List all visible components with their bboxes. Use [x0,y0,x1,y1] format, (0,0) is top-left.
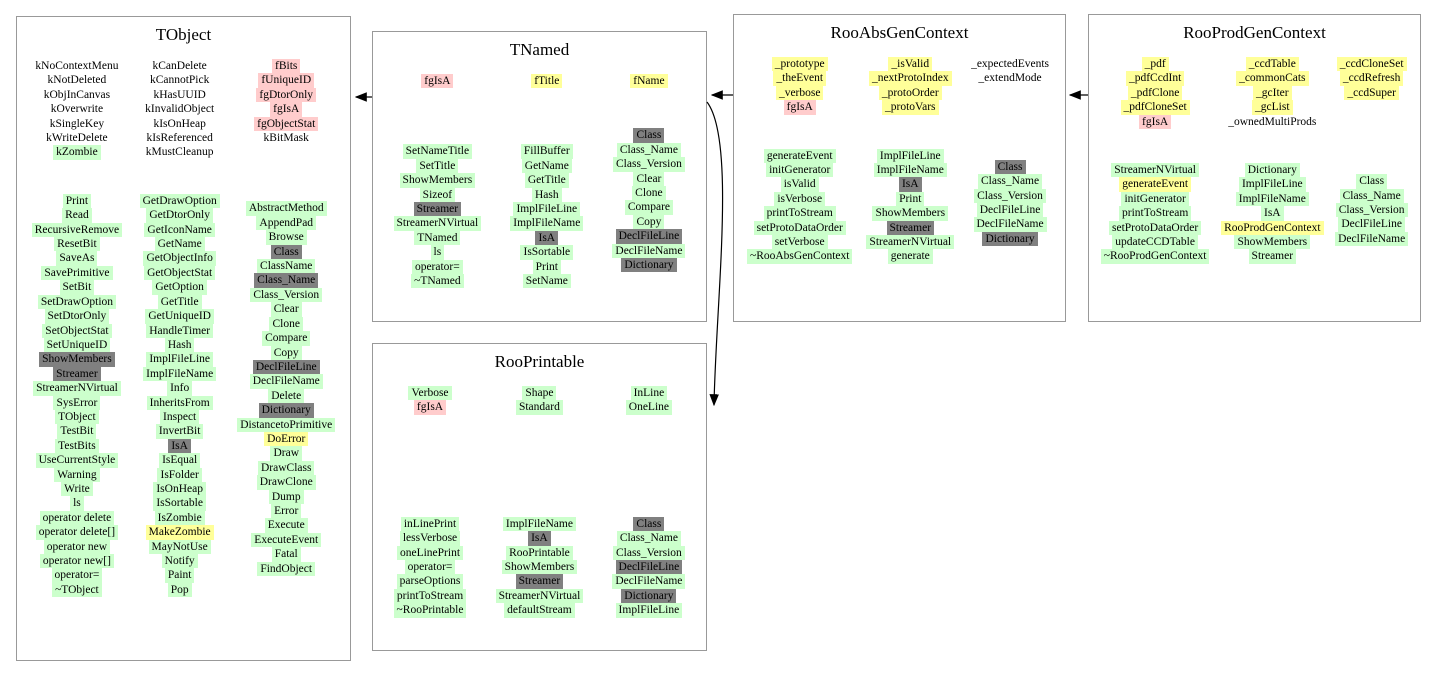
member-item[interactable]: Compare [262,331,310,345]
member-item[interactable]: ~TObject [52,583,102,597]
member-item[interactable]: ClassName [257,259,315,273]
member-item[interactable]: Shape [522,386,556,400]
member-item[interactable]: ImplFileLine [513,202,580,216]
member-item[interactable]: fUniqueID [258,73,314,87]
member-item[interactable]: isVerbose [774,192,825,206]
member-item[interactable]: Dump [269,490,304,504]
member-item[interactable]: UseCurrentStyle [36,453,119,467]
member-item[interactable]: Print [63,194,91,208]
member-item[interactable]: Error [271,504,301,518]
member-item[interactable]: _gcIter [1253,86,1292,100]
member-item[interactable]: Write [61,482,93,496]
member-item[interactable]: _prototype [772,57,828,71]
member-item[interactable]: kWriteDelete [46,132,108,145]
member-item[interactable]: GetName [155,237,205,251]
member-column [968,57,1052,264]
member-item[interactable]: operator new[] [40,554,114,568]
member-item[interactable]: parseOptions [397,574,464,588]
member-item[interactable]: OneLine [626,400,672,414]
member-item[interactable]: printToStream [394,589,466,603]
member-item[interactable]: updateCCDTable [1112,235,1198,249]
member-item[interactable]: fgDtorOnly [256,88,316,102]
class-members-tobject [17,59,350,597]
member-column [394,74,482,288]
member-item[interactable]: Class_Version [1336,203,1408,217]
member-item[interactable]: ShowMembers [1234,235,1310,249]
member-item[interactable]: SetUniqueID [44,338,111,352]
member-item[interactable]: Execute [265,518,308,532]
member-item[interactable]: ImplFileName [510,216,583,230]
member-item[interactable]: MayNotUse [149,540,211,554]
class-title-tnamed: TNamed [509,40,570,59]
member-item[interactable]: generateEvent [764,149,836,163]
member-item[interactable]: ImplFileName [874,163,947,177]
member-item[interactable]: DeclFileLine [616,560,683,574]
member-item[interactable]: kObjInCanvas [43,88,111,101]
member-item[interactable]: Class [995,160,1026,174]
member-item[interactable]: DoError [264,432,308,446]
member-item[interactable]: isValid [781,177,819,191]
member-item[interactable]: ShowMembers [502,560,578,574]
member-item[interactable]: _ccdRefresh [1340,71,1403,85]
member-item[interactable]: _pdfCcdInt [1126,71,1184,85]
member-item[interactable]: Print [896,192,924,206]
member-item[interactable]: defaultStream [504,603,575,617]
member-item[interactable]: Verbose [408,386,451,400]
member-item[interactable]: fgIsA [784,100,816,114]
member-item[interactable]: Info [167,381,192,395]
member-item[interactable]: Notify [162,554,198,568]
member-item[interactable]: kOverwrite [50,103,104,116]
member-item[interactable]: ShowMembers [39,352,115,366]
member-item[interactable]: IsA [535,231,558,245]
member-item[interactable]: Browse [266,230,307,244]
member-item[interactable]: SetNameTitle [403,144,472,158]
member-column [612,74,685,288]
member-item[interactable]: setProtoDataOrder [754,221,846,235]
member-column [747,57,853,264]
member-item[interactable]: kCanDelete [152,60,207,72]
member-item[interactable]: _gcList [1252,100,1293,114]
member-item[interactable]: ls [431,245,445,259]
member-item[interactable]: GetIconName [144,223,215,237]
member-item[interactable]: DeclFileName [974,217,1047,231]
member-item[interactable]: IsA [528,531,551,545]
member-item[interactable]: IsFolder [157,468,201,482]
member-item[interactable]: Delete [268,389,304,403]
member-item[interactable]: printToStream [764,206,836,220]
member-item[interactable]: kIsReferenced [146,132,213,145]
member-column [1335,57,1408,264]
class-members-rooprodgencontext [1089,57,1420,264]
member-item[interactable]: ~RooProdGenContext [1101,249,1210,263]
member-item[interactable]: GetTitle [158,295,202,309]
member-item[interactable]: fTitle [531,74,562,88]
member-item[interactable]: Hash [165,338,195,352]
member-item[interactable]: StreamerNVirtual [394,216,482,230]
member-item[interactable]: DeclFileLine [977,203,1044,217]
member-item[interactable]: _isValid [888,57,932,71]
member-item[interactable]: Dictionary [621,258,676,272]
member-item[interactable]: TestBits [55,439,99,453]
member-item[interactable]: fgIsA [414,400,446,414]
member-item[interactable]: Dictionary [621,589,676,603]
member-item[interactable]: SaveAs [56,251,97,265]
member-item[interactable]: generateEvent [1119,177,1191,191]
member-column [140,59,220,597]
member-item[interactable]: _ccdTable [1246,57,1299,71]
member-item[interactable]: IsA [899,177,922,191]
member-item[interactable]: _theEvent [773,71,826,85]
member-item[interactable]: SetDrawOption [38,295,116,309]
member-item[interactable]: _protoVars [882,100,938,114]
member-item[interactable]: Class_Name [978,174,1042,188]
member-item[interactable]: SetDtorOnly [45,309,110,323]
member-item[interactable]: _pdfCloneSet [1121,100,1190,114]
member-item[interactable]: GetUniqueID [145,309,214,323]
member-item[interactable]: GetDrawOption [140,194,220,208]
member-item[interactable]: operator delete[] [36,525,118,539]
member-item[interactable]: Hash [532,188,562,202]
member-item[interactable]: setProtoDataOrder [1109,221,1201,235]
member-item[interactable]: kZombie [53,145,101,159]
class-box-rooprodgencontext[interactable] [1088,14,1421,322]
member-item[interactable]: operator= [52,568,103,582]
class-box-tnamed[interactable] [372,31,707,322]
member-item[interactable]: SavePrimitive [41,266,112,280]
class-members-rooprintable [373,386,706,618]
member-item[interactable]: ~RooAbsGenContext [747,249,853,263]
member-column [496,386,584,618]
member-item[interactable]: Warning [54,468,99,482]
member-item[interactable]: lessVerbose [400,531,460,545]
class-box-rooprintable[interactable] [372,343,707,651]
member-item[interactable]: fName [630,74,667,88]
member-item[interactable]: StreamerNVirtual [496,589,584,603]
member-item[interactable]: RecursiveRemove [32,223,122,237]
member-item[interactable]: ImplFileLine [1239,177,1306,191]
member-item[interactable]: TNamed [414,231,460,245]
member-item[interactable]: kNotDeleted [47,74,107,87]
member-item[interactable]: InLine [631,386,668,400]
member-item[interactable]: fgIsA [421,74,453,88]
member-item[interactable]: SetObjectStat [42,324,111,338]
member-item[interactable]: _ccdCloneSet [1337,57,1407,71]
member-item[interactable]: Fatal [272,547,301,561]
member-item[interactable]: Sizeof [420,188,455,202]
member-item[interactable]: Class_Name [617,531,681,545]
member-item[interactable]: Standard [516,400,563,414]
member-item[interactable]: operator new [44,540,110,554]
member-item[interactable]: ShowMembers [400,173,476,187]
member-item[interactable]: _expectedEvents [971,58,1049,70]
member-item[interactable]: ls [70,496,84,510]
member-item[interactable]: IsSortable [520,245,573,259]
member-item[interactable]: Paint [165,568,195,582]
member-item[interactable]: InheritsFrom [147,396,213,410]
member-item[interactable]: GetObjectStat [144,266,215,280]
member-column [237,59,335,597]
member-column [510,74,583,288]
member-item[interactable]: DeclFileLine [616,229,683,243]
member-item[interactable]: Streamer [516,574,564,588]
member-item[interactable]: _extendMode [978,72,1042,85]
member-item[interactable]: Print [533,260,561,274]
member-item[interactable]: IsSortable [153,496,206,510]
member-item[interactable]: Read [62,208,92,222]
member-item[interactable]: kInvalidObject [145,103,215,116]
member-item[interactable]: Copy [633,215,664,229]
member-item[interactable]: DeclFileName [1335,232,1408,246]
member-item[interactable]: fgIsA [270,102,302,116]
member-item[interactable]: fgObjectStat [254,117,318,131]
member-item[interactable]: _ownedMultiProds [1228,115,1317,128]
member-item[interactable]: _ccdSuper [1344,86,1399,100]
member-item[interactable]: ImplFileLine [616,603,683,617]
member-item[interactable]: Dictionary [259,403,314,417]
member-item[interactable]: ImplFileName [1236,192,1309,206]
member-item[interactable]: GetObjectInfo [143,251,215,265]
member-item[interactable]: Compare [625,200,673,214]
member-item[interactable]: setVerbose [772,235,828,249]
member-column [866,57,954,264]
member-item[interactable]: IsZombie [155,511,205,525]
member-item[interactable]: ImplFileLine [146,352,213,366]
member-item[interactable]: Streamer [414,202,462,216]
member-item[interactable]: Class_Name [617,143,681,157]
member-item[interactable]: FindObject [257,562,315,576]
member-item[interactable]: FillBuffer [521,144,573,158]
member-item[interactable]: initGenerator [766,163,833,177]
member-item[interactable]: kCannotPick [149,74,210,87]
member-item[interactable]: DeclFileName [250,374,323,388]
member-item[interactable]: fgIsA [1139,115,1171,129]
member-item[interactable]: GetOption [152,280,207,294]
member-item[interactable]: Class_Version [613,546,685,560]
member-item[interactable]: _nextProtoIndex [869,71,952,85]
member-item[interactable]: Pop [168,583,192,597]
member-item[interactable]: StreamerNVirtual [1111,163,1199,177]
class-members-tnamed [373,74,706,288]
member-item[interactable]: DrawClone [257,475,316,489]
member-column [612,386,685,618]
member-item[interactable]: generate [888,249,933,263]
member-item[interactable]: Class [1356,174,1387,188]
member-item[interactable]: IsOnHeap [153,482,206,496]
member-item[interactable]: operator= [405,560,456,574]
member-item[interactable]: Dictionary [982,232,1037,246]
member-item[interactable]: kHasUUID [153,88,206,101]
class-title-rooprintable: RooPrintable [494,352,585,371]
member-column [32,59,122,597]
member-item[interactable]: GetTitle [525,173,569,187]
member-item[interactable]: ~TNamed [411,274,463,288]
member-item[interactable]: Streamer [1249,249,1297,263]
member-item[interactable]: Class_Name [1340,189,1404,203]
member-item[interactable]: operator delete [40,511,115,525]
member-item[interactable]: Class [633,517,664,531]
member-item[interactable]: SetTitle [416,159,458,173]
member-item[interactable]: DeclFileLine [253,360,320,374]
member-item[interactable]: Class_Version [613,157,685,171]
member-item[interactable]: StreamerNVirtual [33,381,121,395]
member-item[interactable]: Class_Version [974,189,1046,203]
member-item[interactable]: DeclFileLine [1338,217,1405,231]
member-item[interactable]: ImplFileName [143,367,216,381]
member-item[interactable]: IsEqual [159,453,200,467]
member-item[interactable]: InvertBit [156,424,204,438]
member-item[interactable]: Clear [633,172,664,186]
member-item[interactable]: _protoOrder [879,86,942,100]
member-item[interactable]: GetName [522,159,572,173]
member-item[interactable]: HandleTimer [146,324,213,338]
class-title-rooprodgencontext: RooProdGenContext [1183,23,1326,42]
member-item[interactable]: Clone [632,186,665,200]
member-item[interactable]: oneLinePrint [397,546,463,560]
member-column [1101,57,1210,264]
member-item[interactable]: TObject [55,410,98,424]
member-item[interactable]: Clone [269,317,302,331]
member-item[interactable]: DeclFileName [612,244,685,258]
member-item[interactable]: kMustCleanup [145,146,214,159]
member-item[interactable]: Clear [271,302,302,316]
member-item[interactable]: IsA [1261,206,1284,220]
member-item[interactable]: AbstractMethod [246,201,327,215]
class-members-rooabsgencontext [734,57,1065,264]
member-item[interactable]: GetDtorOnly [146,208,213,222]
member-item[interactable]: _pdf [1142,57,1169,71]
member-item[interactable]: SetName [523,274,571,288]
member-item[interactable]: operator= [412,260,463,274]
member-item[interactable]: Class [633,128,664,142]
member-item[interactable]: RooProdGenContext [1221,221,1323,235]
member-item[interactable]: SetBit [60,280,95,294]
member-item[interactable]: ~RooPrintable [394,603,467,617]
member-item[interactable]: RooPrintable [506,546,573,560]
member-item[interactable]: _commonCats [1236,71,1308,85]
member-item[interactable]: fBits [272,59,300,73]
member-item[interactable]: kIsOnHeap [153,117,206,130]
member-item[interactable]: Inspect [160,410,199,424]
member-item[interactable]: Streamer [887,221,935,235]
class-box-tobject[interactable] [16,16,351,661]
member-item[interactable]: StreamerNVirtual [866,235,954,249]
member-item[interactable]: DistancetoPrimitive [237,418,335,432]
member-item[interactable]: DeclFileName [612,574,685,588]
member-item[interactable]: SysError [53,396,100,410]
member-item[interactable]: kBitMask [263,132,309,145]
member-item[interactable]: Draw [270,446,302,460]
member-item[interactable]: ImplFileLine [877,149,944,163]
member-item[interactable]: inLinePrint [401,517,459,531]
member-item[interactable]: Class_Name [254,273,318,287]
member-item[interactable]: Class [271,245,302,259]
member-item[interactable]: MakeZombie [146,525,214,539]
member-item[interactable]: initGenerator [1121,192,1188,206]
member-item[interactable]: TestBit [57,424,96,438]
member-item[interactable]: IsA [168,439,191,453]
member-item[interactable]: AppendPad [256,216,316,230]
class-box-rooabsgencontext[interactable] [733,14,1066,322]
class-title-rooabsgencontext: RooAbsGenContext [830,23,969,42]
member-item[interactable]: Class_Version [250,288,322,302]
member-item[interactable]: ResetBit [54,237,100,251]
member-item[interactable]: kSingleKey [49,117,105,130]
member-item[interactable]: printToStream [1119,206,1191,220]
class-title-tobject: TObject [155,25,212,44]
member-item[interactable]: ShowMembers [872,206,948,220]
member-item[interactable]: kNoContextMenu [35,60,119,72]
member-item[interactable]: _pdfClone [1128,86,1183,100]
member-item[interactable]: DrawClass [258,461,314,475]
member-item[interactable]: Dictionary [1245,163,1300,177]
member-item[interactable]: ImplFileName [503,517,576,531]
member-item[interactable]: Streamer [53,367,101,381]
member-item[interactable]: ExecuteEvent [251,533,321,547]
member-item[interactable]: Copy [271,346,302,360]
member-item[interactable]: _verbose [776,86,824,100]
member-column [394,386,467,618]
member-column [1221,57,1323,264]
